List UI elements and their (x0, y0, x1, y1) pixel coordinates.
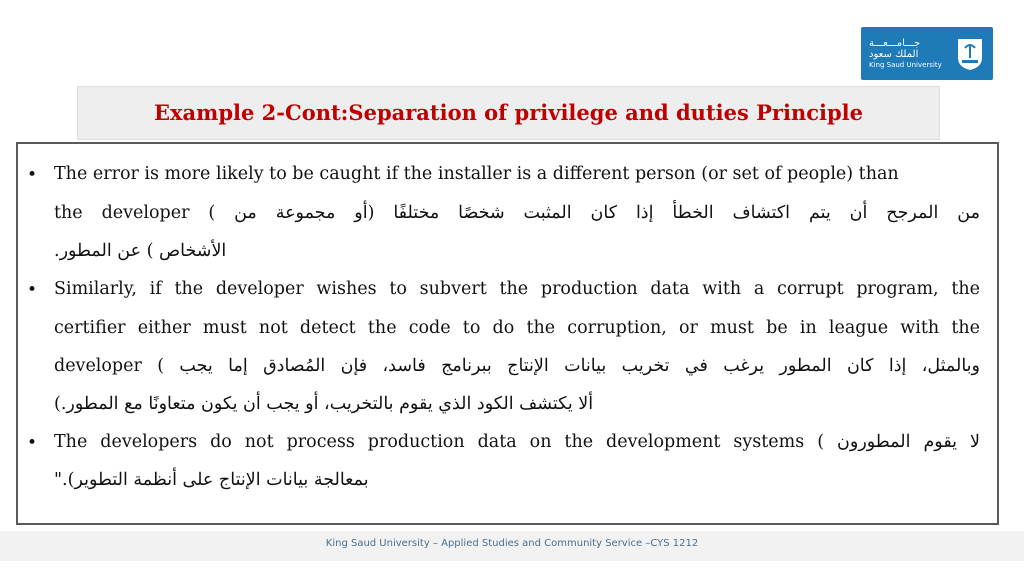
bullet-2-line-1: Similarly, if the developer wishes to subvert the production data with a corrupt program, the (54, 279, 980, 299)
university-logo (861, 27, 993, 80)
bullet-2-line-2: certifier either must not detect the code to do the corruption, or must be in league with the (54, 318, 980, 338)
logo-text (869, 38, 955, 69)
logo-arabic-line1: جـــامـــعـــة (869, 37, 921, 49)
bullet-3-line-2: بمعالجة بيانات الإنتاج على أنظمة التطوير)." (54, 470, 369, 490)
bullet-1-line-2: the developer ( من المرجح أن يتم اكتشاف الخطأ إذا كان المثبت شخصًا مختلفًا (أو مجموعة من (54, 203, 980, 223)
bullet-1-line-3: الأشخاص ) عن المطور. (54, 241, 227, 261)
bullet-2-line-3: developer ( وبالمثل، إذا كان المطور يرغب في تخريب بيانات الإنتاج ببرنامج فاسد، فإن المُصادق إما يجب (54, 356, 981, 376)
bullet-3-line-1: The developers do not process production data on the development systems ( لا يقوم المطورون (54, 432, 980, 452)
bullet-marker: • (27, 280, 38, 300)
content-box (16, 142, 999, 525)
bullet-2-line-4: ألا يكتشف الكود الذي يقوم بالتخريب، أو يجب أن يكون متعاونًا مع المطور.) (54, 394, 594, 414)
logo-english: King Saud University (869, 60, 942, 69)
logo-arabic-line2: الملك سعود (869, 49, 919, 61)
bullet-1-line-1: The error is more likely to be caught if the installer is a different person (or set of people) than (54, 164, 899, 184)
page-title: Example 2-Cont:Separation of privilege and duties Principle (153, 100, 864, 125)
seal-icon (955, 36, 985, 72)
title-bar (77, 86, 940, 140)
bullet-marker: • (27, 433, 38, 453)
bullet-marker: • (27, 165, 38, 185)
footer-text: King Saud University – Applied Studies and Community Service –CYS 1212 (325, 538, 699, 549)
